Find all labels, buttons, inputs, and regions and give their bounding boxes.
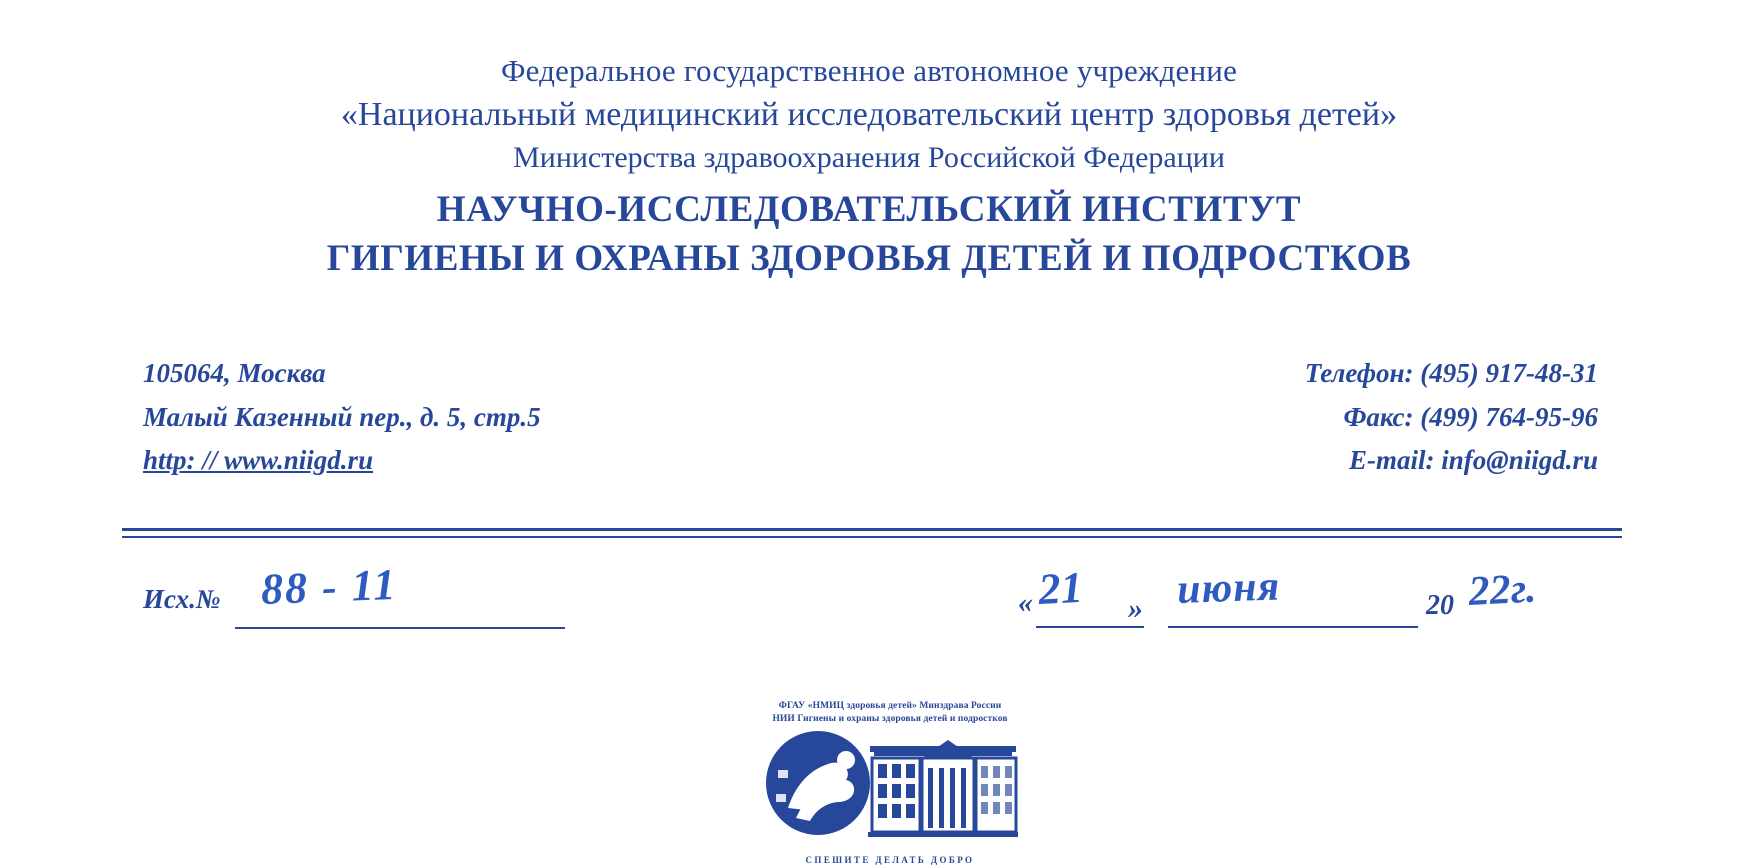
- org-line-2: «Национальный медицинский исследовательский центр здоровья детей»: [340, 95, 1398, 133]
- org-line-3: Министерства здравоохранения Российской Федерации: [513, 140, 1225, 174]
- phone-number: Телефон: (495) 917-48-31: [1304, 358, 1598, 388]
- postal-code-city: 105064, Москва: [143, 358, 326, 388]
- emblem-caption-top: [740, 700, 1040, 726]
- divider-rule-thin: [122, 536, 1622, 538]
- emblem-motto: СПЕШИТЕ ДЕЛАТЬ ДОБРО: [805, 855, 975, 865]
- contacts-address-block: [143, 352, 541, 483]
- reference-number-label: Исх.№: [143, 584, 221, 614]
- fax-number: Факс: (499) 764-95-96: [1343, 401, 1598, 432]
- emblem-caption-top-line-1: ФГАУ «НМИЦ здоровья детей» Минздрава России: [778, 701, 1002, 711]
- date-quote-open: «: [1018, 586, 1033, 619]
- date-quote-close: »: [1128, 592, 1143, 625]
- date-day-underline: [1036, 626, 1144, 628]
- org-line-1: Федеральное государственное автономное учреждение: [500, 53, 1238, 88]
- date-year-value: 22г.: [1467, 565, 1538, 616]
- reference-number-value: 88 - 11: [260, 559, 399, 615]
- date-group: [1018, 556, 1618, 651]
- email-address[interactable]: E-mail: info@niigd.ru: [1348, 445, 1598, 476]
- hands-child-emblem-icon: [766, 731, 870, 835]
- street-address: Малый Казенный пер., д. 5, стр.5: [143, 401, 541, 432]
- emblem-artwork: [762, 724, 1020, 842]
- emblem-caption-top-line-2: НИИ Гигиены и охраны здоровья детей и подростков: [772, 713, 1008, 724]
- institute-building-icon: [868, 740, 1018, 837]
- date-year-prefix: 20: [1426, 590, 1454, 621]
- contacts-communication-block: [1305, 352, 1598, 483]
- reference-number-underline: [235, 627, 565, 629]
- date-month-underline: [1168, 626, 1418, 628]
- institute-name-line-1: НАУЧНО-ИССЛЕДОВАТЕЛЬСКИЙ ИНСТИТУТ: [436, 188, 1302, 230]
- date-month-value: июня: [1176, 563, 1281, 614]
- institute-emblem: [740, 700, 1040, 865]
- organization-header: [0, 52, 1738, 284]
- institute-name-line-2: ГИГИЕНЫ И ОХРАНЫ ЗДОРОВЬЯ ДЕТЕЙ И ПОДРОСТКОВ: [326, 237, 1412, 279]
- divider-rule-thick: [122, 528, 1622, 531]
- date-day-value: 21: [1037, 562, 1084, 615]
- website-link[interactable]: http: // www.niigd.ru: [143, 445, 374, 476]
- footer-row: [0, 556, 1738, 651]
